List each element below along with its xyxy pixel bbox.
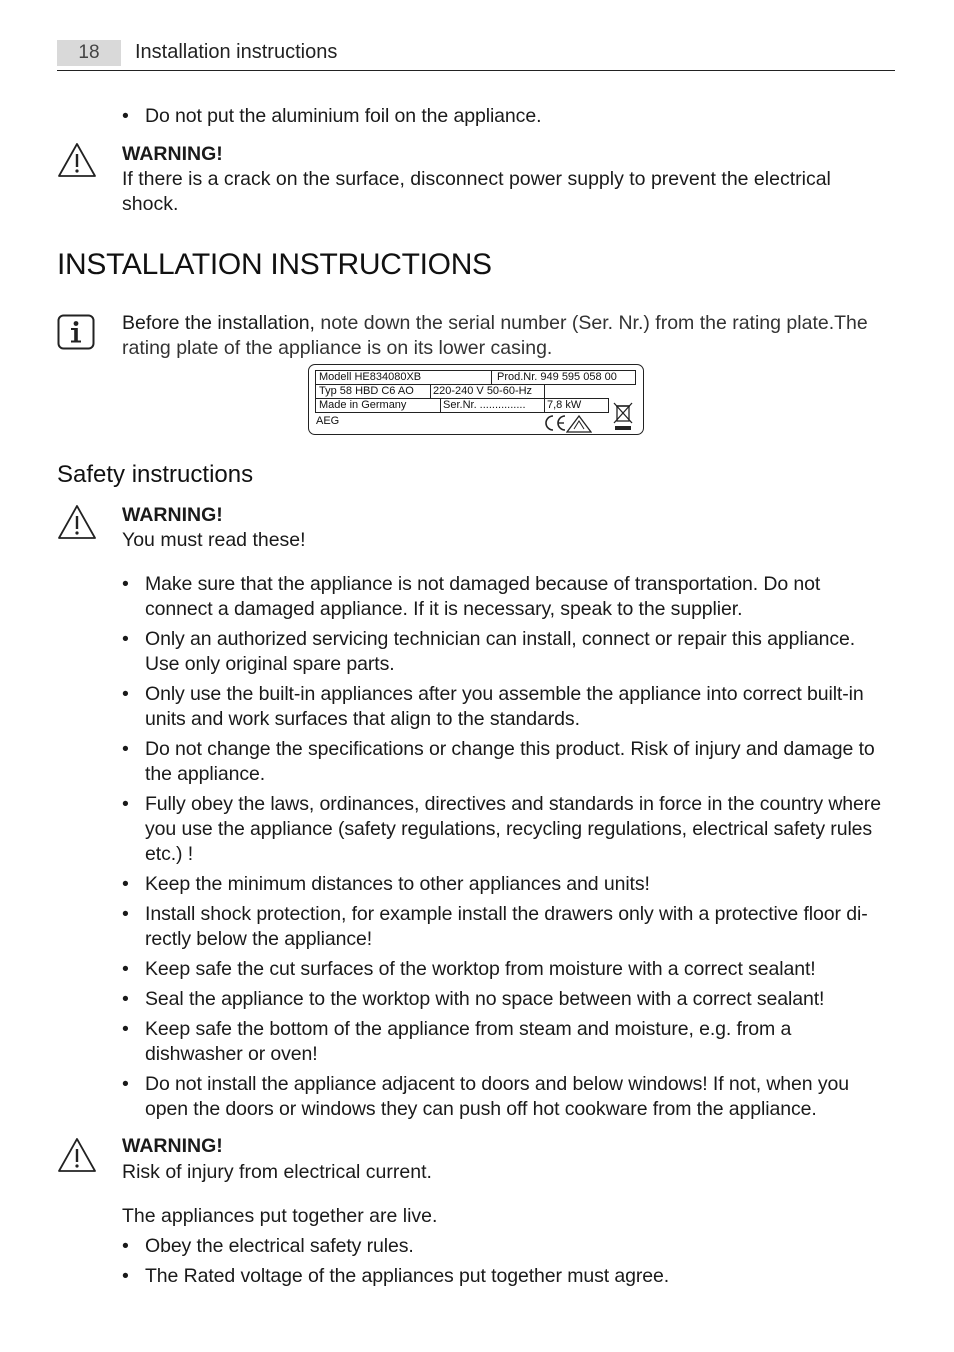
plate-prod-nr: Prod.Nr. 949 595 058 00: [497, 371, 617, 383]
safety-triangle-icon: [566, 415, 592, 433]
rating-plate: [308, 364, 644, 435]
top-bullet-list: [122, 104, 892, 129]
plate-model: Modell HE834080XB: [319, 371, 422, 383]
list-item: • Seal the appliance to the worktop with no space between with a correct sealant!: [122, 987, 892, 1012]
info-icon: [57, 314, 95, 350]
warning-title: WARNING!: [122, 143, 223, 165]
header-section-title: Installation instructions: [135, 41, 338, 63]
list-item: • The Rated voltage of the appliances put together must agree.: [122, 1264, 892, 1289]
warning-triangle-icon: [57, 504, 97, 540]
list-item: • Do not change the specifications or change this product. Risk of injury and damage to the appliance.: [122, 737, 892, 787]
crossed-bin-icon: [612, 400, 634, 433]
plate-ser-nr: Ser.Nr. ...............: [443, 399, 526, 411]
warning-text: If there is a crack on the surface, disconnect power supply to prevent the electrical shock.: [122, 168, 831, 215]
list-item: • Obey the electrical safety rules.: [122, 1234, 892, 1259]
warning-title: WARNING!: [122, 504, 223, 526]
info-lead: Before the installation,: [122, 312, 315, 334]
warning-title: WARNING!: [122, 1135, 223, 1157]
warning-text: Risk of injury from electrical current.: [122, 1161, 432, 1183]
page-title: INSTALLATION INSTRUCTIONS: [57, 248, 492, 281]
page-number: 18: [57, 40, 121, 66]
list-item: • Install shock protection, for example install the drawers only with a protective floor di-rectly below the appliance!: [122, 902, 892, 952]
info-paragraph: [122, 311, 892, 361]
warning-text: You must read these!: [122, 529, 306, 551]
list-item: • Do not install the appliance adjacent to doors and below windows! If not, when you open the doors or windows they can push off hot cookware from the appliance.: [122, 1072, 892, 1122]
plate-voltage: 220-240 V 50-60-Hz: [433, 385, 533, 397]
list-item: • Do not put the aluminium foil on the appliance.: [122, 104, 892, 129]
header-divider: [57, 70, 895, 71]
list-item: • Only an authorized servicing technician can install, connect or repair this appliance. Use only original spare parts.: [122, 627, 892, 677]
section-heading: Safety instructions: [57, 461, 254, 488]
plate-power: 7,8 kW: [547, 399, 582, 411]
list-item: • Keep safe the bottom of the appliance from steam and moisture, e.g. from a dishwasher or oven!: [122, 1017, 892, 1067]
list-item: • Keep safe the cut surfaces of the worktop from moisture with a correct sealant!: [122, 957, 892, 982]
list-item: • Make sure that the appliance is not damaged because of transportation. Do not connect a damaged appliance. If it is necessary, speak to the supplier.: [122, 572, 892, 622]
ce-mark-icon: [542, 414, 568, 432]
info-text: note down the serial number (Ser. Nr.) from the rating plate.The rating plate of the appliance is on its lower casing.: [122, 312, 868, 359]
list-item: • Fully obey the laws, ordinances, directives and standards in force in the country where you use the appliance (safety regulations, recycling regulations, electrical safety rules etc.) !: [122, 792, 892, 867]
list-item: • Only use the built-in appliances after you assemble the appliance into correct built-in units and work surfaces that align to the standards.: [122, 682, 892, 732]
safety-bullet-list: [122, 572, 892, 1122]
electrical-bullet-list: [122, 1234, 892, 1289]
plate-made-in: Made in Germany: [319, 399, 407, 411]
warning-subtext: The appliances put together are live.: [122, 1205, 438, 1227]
warning-triangle-icon: [57, 142, 97, 178]
plate-type: Typ 58 HBD C6 AO: [319, 385, 414, 397]
plate-brand: AEG: [316, 415, 340, 427]
warning-triangle-icon: [57, 1137, 97, 1173]
list-item: • Keep the minimum distances to other appliances and units!: [122, 872, 892, 897]
